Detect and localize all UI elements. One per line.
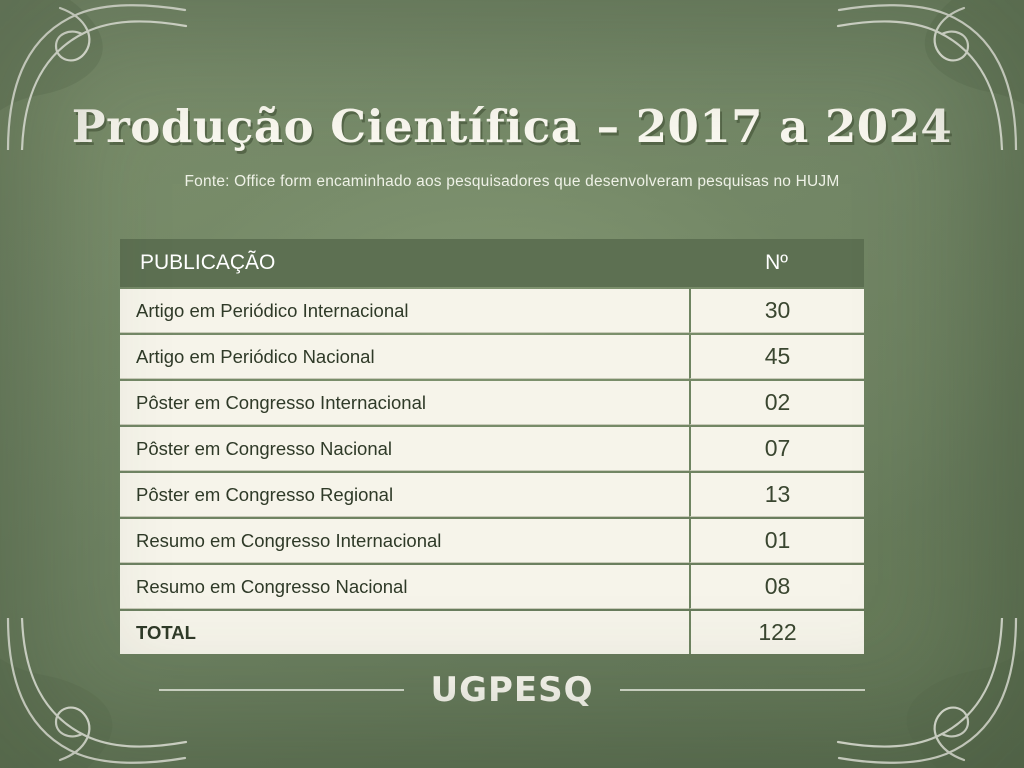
column-header-count: Nº (689, 239, 864, 287)
cell-count: 02 (689, 381, 864, 425)
cell-count: 45 (689, 335, 864, 379)
table-row (120, 427, 864, 471)
table-header-row (120, 239, 864, 287)
cell-count: 08 (689, 565, 864, 609)
table-row-total (120, 611, 864, 654)
cell-publication: Artigo em Periódico Nacional (120, 335, 689, 379)
cell-publication: Pôster em Congresso Regional (120, 473, 689, 517)
divider-left (159, 689, 404, 691)
column-header-publication: PUBLICAÇÃO (120, 239, 689, 287)
table-body (120, 289, 864, 654)
cell-publication: Artigo em Periódico Internacional (120, 289, 689, 333)
table-header (120, 239, 864, 287)
table-row (120, 565, 864, 609)
cell-count: 13 (689, 473, 864, 517)
cell-count: 30 (689, 289, 864, 333)
table-row (120, 289, 864, 333)
cell-publication: Pôster em Congresso Nacional (120, 427, 689, 471)
cell-publication-total: TOTAL (120, 611, 689, 654)
table-row (120, 519, 864, 563)
cell-count-total: 122 (689, 611, 864, 654)
footer (0, 670, 1024, 710)
table-row (120, 335, 864, 379)
divider-right (620, 689, 865, 691)
brand-name: UGPESQ (430, 670, 594, 710)
table-row (120, 473, 864, 517)
cell-publication: Resumo em Congresso Nacional (120, 565, 689, 609)
publications-table (120, 237, 864, 656)
page-title: Produção Científica – 2017 a 2024 (71, 100, 953, 153)
cell-publication: Resumo em Congresso Internacional (120, 519, 689, 563)
source-note: Fonte: Office form encaminhado aos pesquisadores que desenvolveram pesquisas no HUJM (184, 173, 840, 190)
cell-count: 01 (689, 519, 864, 563)
publications-table-container (120, 237, 864, 656)
cell-publication: Pôster em Congresso Internacional (120, 381, 689, 425)
cell-count: 07 (689, 427, 864, 471)
table-row (120, 381, 864, 425)
